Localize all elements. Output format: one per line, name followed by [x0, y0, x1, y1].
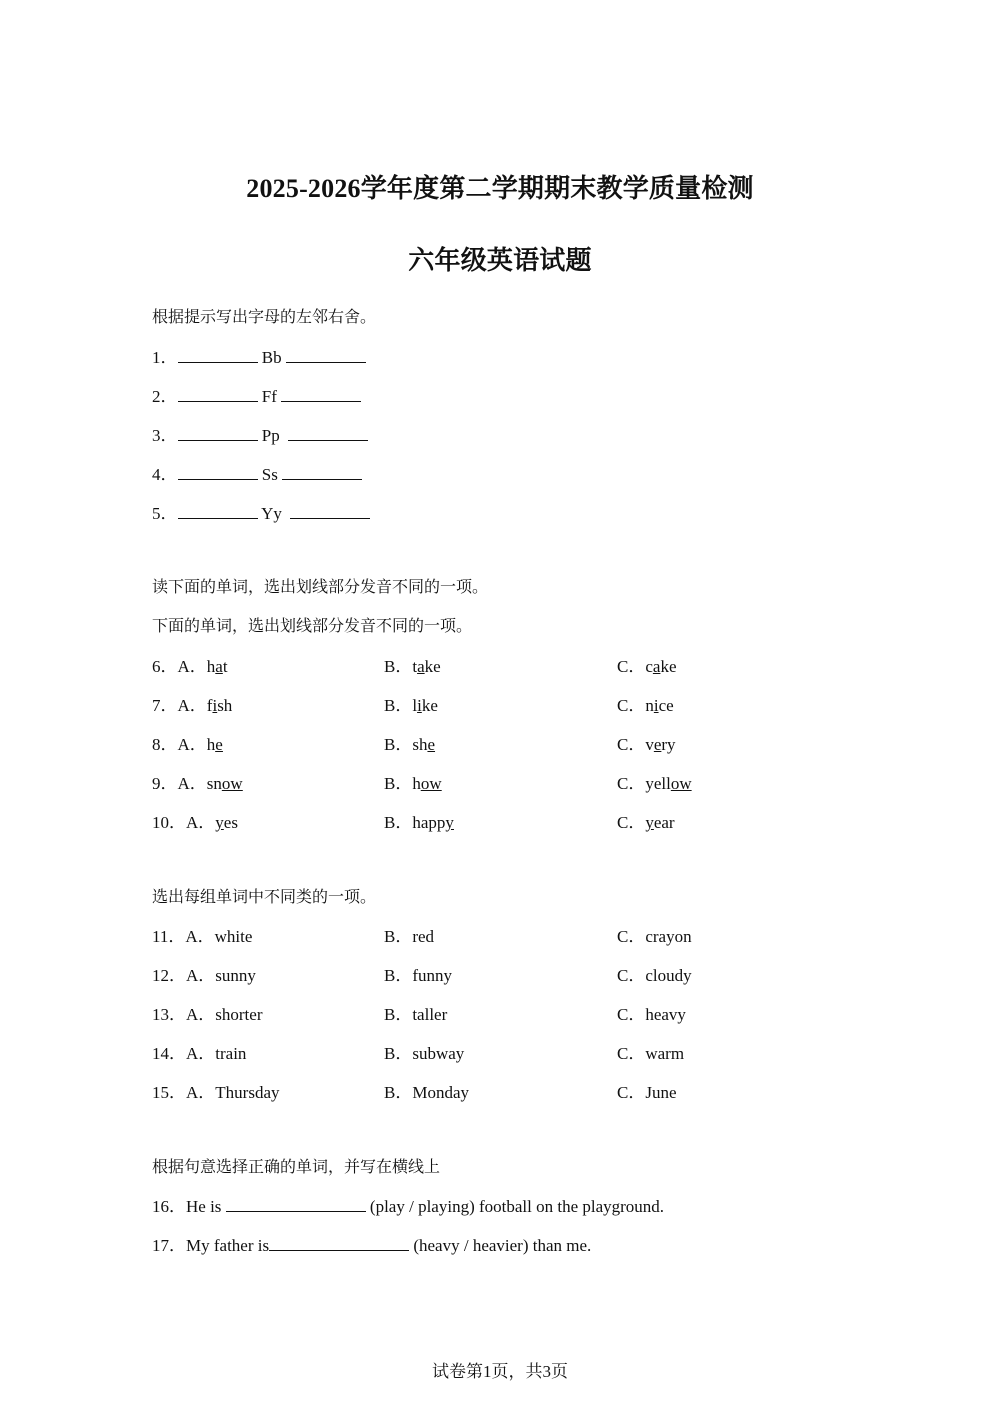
question-number: 2． — [152, 387, 178, 406]
word-part: ear — [653, 813, 675, 832]
option-label: B． — [384, 813, 413, 832]
option-word: shorter — [215, 1005, 263, 1024]
section3-heading: 选出每组单词中不同类的一项。 — [152, 887, 377, 906]
underlined-letters: i — [212, 696, 218, 715]
q10-option-a[interactable] — [152, 808, 238, 833]
letter-prompt: Ss — [261, 465, 278, 484]
question-2 — [152, 382, 361, 407]
q10-option-c[interactable] — [617, 808, 675, 833]
question-number: 1． — [152, 348, 178, 367]
option-label: B． — [384, 735, 413, 754]
letter-prompt: Ff — [261, 387, 277, 406]
q6-option-c[interactable] — [617, 652, 676, 677]
answer-blank[interactable] — [178, 503, 258, 519]
page-footer: 试卷第1页，共3页 — [432, 1362, 568, 1381]
answer-blank[interactable] — [178, 464, 258, 480]
word-part: t — [412, 657, 418, 676]
q12-option-a[interactable] — [152, 961, 256, 986]
section4-heading: 根据句意选择正确的单词，并写在横线上 — [152, 1157, 441, 1176]
underlined-letters: a — [417, 657, 425, 676]
word-part: t — [222, 657, 228, 676]
word-part: h — [412, 774, 421, 793]
underlined-letters: ow — [670, 774, 692, 793]
word-part: sh — [412, 735, 428, 754]
option-label: B． — [384, 696, 413, 715]
sentence-end: (heavy / heavier) than me. — [409, 1236, 592, 1255]
question-number: 3． — [152, 426, 178, 445]
underlined-letters: e — [215, 735, 223, 754]
section2-subheading: 下面的单词，选出划线部分发音不同的一项。 — [152, 616, 473, 635]
section2-heading: 读下面的单词，选出划线部分发音不同的一项。 — [152, 577, 489, 596]
question-number: 8．A． — [152, 735, 207, 754]
option-word: train — [215, 1044, 247, 1063]
answer-blank[interactable] — [178, 425, 258, 441]
q13-option-c[interactable]: C．heavy — [617, 1005, 686, 1024]
word-part: n — [645, 696, 654, 715]
letter-prompt: Pp — [261, 426, 280, 445]
underlined-letters: y — [445, 813, 454, 832]
question-17 — [152, 1231, 591, 1256]
answer-blank[interactable] — [290, 503, 370, 519]
q14-option-b[interactable]: B．subway — [384, 1044, 465, 1063]
q12-option-c[interactable]: C．cloudy — [617, 966, 692, 985]
word-part: yell — [645, 774, 671, 793]
q7-option-c[interactable] — [617, 691, 674, 716]
word-part: h — [206, 657, 216, 676]
word-part: f — [206, 696, 213, 715]
q15-option-a[interactable] — [152, 1078, 280, 1103]
option-label: C． — [617, 696, 646, 715]
underlined-letters: i — [653, 696, 659, 715]
option-word: sunny — [215, 966, 256, 985]
question-number: 11．A． — [152, 927, 215, 946]
question-number: 13．A． — [152, 1005, 216, 1024]
option-word: Thursday — [215, 1083, 280, 1102]
q10-option-b[interactable] — [384, 808, 617, 833]
q13-option-b[interactable]: B．taller — [384, 1005, 448, 1024]
word-part: c — [645, 657, 653, 676]
q6-option-b[interactable] — [384, 652, 441, 677]
q9-option-c[interactable] — [617, 769, 692, 794]
q11-option-a[interactable] — [152, 922, 252, 947]
exam-title: 2025-2026学年度第二学期期末教学质量检测 — [246, 174, 754, 203]
q15-option-c[interactable]: C．June — [617, 1083, 677, 1102]
option-label: B． — [384, 657, 413, 676]
q9-option-b[interactable] — [384, 769, 617, 794]
word-part: ce — [658, 696, 674, 715]
question-1 — [152, 343, 366, 368]
option-label: C． — [617, 657, 646, 676]
question-number: 5． — [152, 504, 178, 523]
question-number: 9．A． — [152, 774, 207, 793]
answer-blank[interactable] — [281, 386, 361, 402]
word-part: happ — [412, 813, 446, 832]
q11-option-c[interactable]: C．crayon — [617, 927, 692, 946]
q6-option-a[interactable] — [152, 652, 228, 677]
sentence-start: 17．My father is — [152, 1236, 270, 1255]
question-number: 7．A． — [152, 696, 207, 715]
option-label: C． — [617, 774, 646, 793]
q7-option-a[interactable] — [152, 691, 232, 716]
underlined-letters: e — [427, 735, 436, 754]
answer-blank[interactable] — [282, 464, 362, 480]
question-number: 15．A． — [152, 1083, 216, 1102]
q13-option-a[interactable] — [152, 1000, 263, 1025]
word-part: v — [645, 735, 654, 754]
underlined-letters: y — [645, 813, 654, 832]
word-part: es — [223, 813, 238, 832]
letter-prompt: Bb — [261, 348, 282, 367]
q14-option-a[interactable] — [152, 1039, 246, 1064]
option-word: white — [214, 927, 253, 946]
section1-heading: 根据提示写出字母的左邻右舍。 — [152, 307, 377, 326]
q9-option-a[interactable] — [152, 769, 384, 794]
q8-option-c[interactable] — [617, 730, 676, 755]
underlined-letters: a — [215, 657, 223, 676]
letter-prompt: Yy — [261, 504, 282, 523]
q15-option-b[interactable]: B．Monday — [384, 1083, 469, 1102]
answer-blank[interactable] — [226, 1196, 366, 1212]
q12-option-b[interactable]: B．funny — [384, 966, 452, 985]
word-part: l — [412, 696, 418, 715]
sentence-start: 16．He is — [152, 1197, 226, 1216]
underlined-letters: i — [417, 696, 422, 715]
word-part: ry — [661, 735, 676, 754]
word-part: sn — [206, 774, 222, 793]
word-part: ke — [660, 657, 677, 676]
sentence-end: (play / playing) football on the playground. — [365, 1197, 665, 1216]
answer-blank[interactable] — [178, 386, 258, 402]
question-5 — [152, 499, 370, 524]
question-16 — [152, 1192, 664, 1217]
question-number: 14．A． — [152, 1044, 216, 1063]
question-number: 10．A． — [152, 813, 216, 832]
underlined-letters: ow — [221, 774, 243, 793]
answer-blank[interactable] — [269, 1235, 409, 1251]
question-3 — [152, 421, 368, 446]
underlined-letters: e — [653, 735, 662, 754]
answer-blank[interactable] — [178, 347, 258, 363]
question-number: 4． — [152, 465, 178, 484]
option-label: B． — [384, 774, 413, 793]
answer-blank[interactable] — [286, 347, 366, 363]
underlined-letters: y — [215, 813, 224, 832]
q8-option-b[interactable] — [384, 730, 617, 755]
word-part: ke — [424, 657, 441, 676]
underlined-letters: ow — [420, 774, 442, 793]
q8-option-a[interactable] — [152, 730, 384, 755]
option-label: C． — [617, 813, 646, 832]
answer-blank[interactable] — [288, 425, 368, 441]
exam-subtitle: 六年级英语试题 — [408, 246, 592, 275]
question-number: 12．A． — [152, 966, 216, 985]
question-4 — [152, 460, 362, 485]
q7-option-b[interactable] — [384, 691, 438, 716]
question-number: 6．A． — [152, 657, 207, 676]
q14-option-c[interactable]: C．warm — [617, 1044, 685, 1063]
word-part: ke — [421, 696, 438, 715]
word-part: sh — [217, 696, 233, 715]
option-label: C． — [617, 735, 646, 754]
underlined-letters: a — [652, 657, 661, 676]
word-part: h — [206, 735, 216, 754]
q11-option-b[interactable]: B．red — [384, 927, 435, 946]
